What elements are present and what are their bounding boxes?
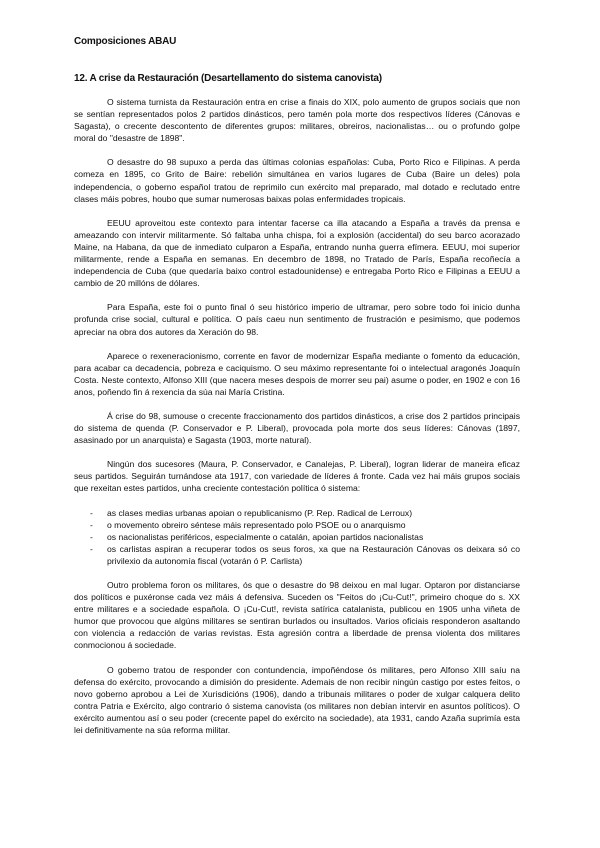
paragraph: O desastre do 98 supuxo a perda das últimas colonias españolas: Cuba, Porto Rico e Filipinas. A perda comeza en 1895, co Grito de Baire: rebelión simultánea en varios lugares de Cuba (Baire un deles) pola independencia, o goberno español tratou de reprimilo cun exército mal preparado, mal dotado e reclutado entre clases máis pobres, houbo que sumar numerosas baixas polas enfermidades tropicais. <box>74 157 520 204</box>
list-item <box>74 543 520 567</box>
list-item-text: as clases medias urbanas apoian o republicanismo (P. Rep. Radical de Lerroux) <box>107 507 413 518</box>
document-header: Composiciones ABAU <box>74 36 177 47</box>
list-item <box>74 531 520 543</box>
paragraph: O goberno tratou de responder con contundencia, impoñéndose ós militares, pero Alfonso XIII saíu na defensa do exército, provocando a dimisión do presidente. Ademais de non recibir ningún castigo por estes feitos, o novo goberno aprobou a Lei de Xurisdicións (1906), dando a tribunais militares o poder de xulgar calquera delito contra Patria e Exército, algo contrario ó sistema canovista (os militares non debían intervir en asuntos políticos). O exército aumentou así o seu poder (crecente papel do exército na sociedade), ata 1931, cando Azaña suprimía esta lei definitivamente na súa reforma militar. <box>74 664 520 736</box>
paragraph: Ningún dos sucesores (Maura, P. Conservador, e Canalejas, P. Liberal), logran liderar de maneira eficaz seus partidos. Seguirán turnándose ata 1917, con variedade de líderes á fronte. Cada vez hai máis grupos sociais que rexeitan estes partidos, unha creciente contestación política ó sistema: <box>74 459 520 494</box>
paragraph: Á crise do 98, sumouse o crecente fraccionamento dos partidos dinásticos, a crise dos 2 partidos principais do sistema de quenda (P. Conservador e P. Liberal), provocada pola morte dos seus líderes: Cánovas (1897, asasinado por un anarquista) e Sagasta (1903, morte natural). <box>74 410 520 446</box>
paragraph: Outro problema foron os militares, ós que o desastre do 98 deixou en mal lugar. Optaron por distanciarse dos políticos e puxéronse cada vez máis á defensiva. Suceden os "Feitos do ¡Cu-Cut!", primeiro choque do s. XX entre militares e a sociedade española. O ¡Cu-Cut!, revista satírica catalanista, publicou en 1905 unha viñeta de humor que provocou que algúns militares se sentiran burlados ou insultados. Varios oficiais responderon asaltando con violencia a redacción de varias revistas. Esta agresión contra a liberdade de prensa violenta dos militares conmocionou á sociedade. <box>74 580 520 651</box>
document-body <box>74 96 520 748</box>
list-item <box>74 519 520 531</box>
list-marker: - <box>90 507 93 518</box>
bullet-list <box>74 507 520 567</box>
paragraph: O sistema turnista da Restauración entra en crise a finais do XIX, polo aumento de grupos sociais que non se sentían representados polos 2 partidos dinásticos, pero tamén pola morte dos respectivos líderes (Cánovas e Sagasta), o crecente descontento de diferentes grupos: militares, obreiros, nacionalistas… ou o profundo golpe moral do "desastre de 1898". <box>74 97 520 144</box>
list-marker: - <box>90 531 93 542</box>
list-item <box>74 507 520 519</box>
list-item-text: os nacionalistas periféricos, especialmente o catalán, apoian partidos nacionalistas <box>107 531 424 542</box>
section-title: 12. A crise da Restauración (Desartellamento do sistema canovista) <box>74 73 382 84</box>
list-item-text: os carlistas aspiran a recuperar todos os seus foros, xa que na Restauración Cánovas os deixara só co privilexio da autonomía fiscal (votarán ó P. Carlista) <box>107 543 520 566</box>
list-marker: - <box>90 543 93 554</box>
paragraph: Para España, este foi o punto final ó seu histórico imperio de ultramar, pero sobre todo foi inicio dunha profunda crise social, cultural e política. O país caeu nun sentimento de frustración e pesimismo, que podemos apreciar na obra dos autores da Xeración do 98. <box>74 302 520 337</box>
paragraph: Aparece o rexeneracionismo, corrente en favor de modernizar España mediante o fomento da educación, para acabar ca decadencia, pobreza e caciquismo. O seu máximo representante foi o intelectual aragonés Joaquín Costa. Neste contexto, Alfonso XIII (que nacera meses despois de morrer seu pai) asume o poder, en 1902 e con 16 anos, poñendo fin á rexencia da súa nai María Cristina. <box>74 350 520 397</box>
list-marker: - <box>90 519 93 530</box>
list-item-text: o movemento obreiro séntese máis representado polo PSOE ou o anarquismo <box>107 519 406 530</box>
paragraph: EEUU aproveitou este contexto para intentar facerse ca illa atacando a España a través da prensa e ameazando con intervir militarmente. Só faltaba unha chispa, foi a explosión (accidental) do seu barco acorazado Maine, na Habana, da que de inmediato culparon a España, entrando nunha guerra efímera. EEUU, moi superior militarmente, rende a España en semanas. En decembro de 1898, no Tratado de París, España recoñecía a independencia de Cuba (que quedaría baixo control estadounidense) e entregaba Porto Rico e Filipinas a EEUU a cambio de 20 millóns de dólares. <box>74 217 520 289</box>
